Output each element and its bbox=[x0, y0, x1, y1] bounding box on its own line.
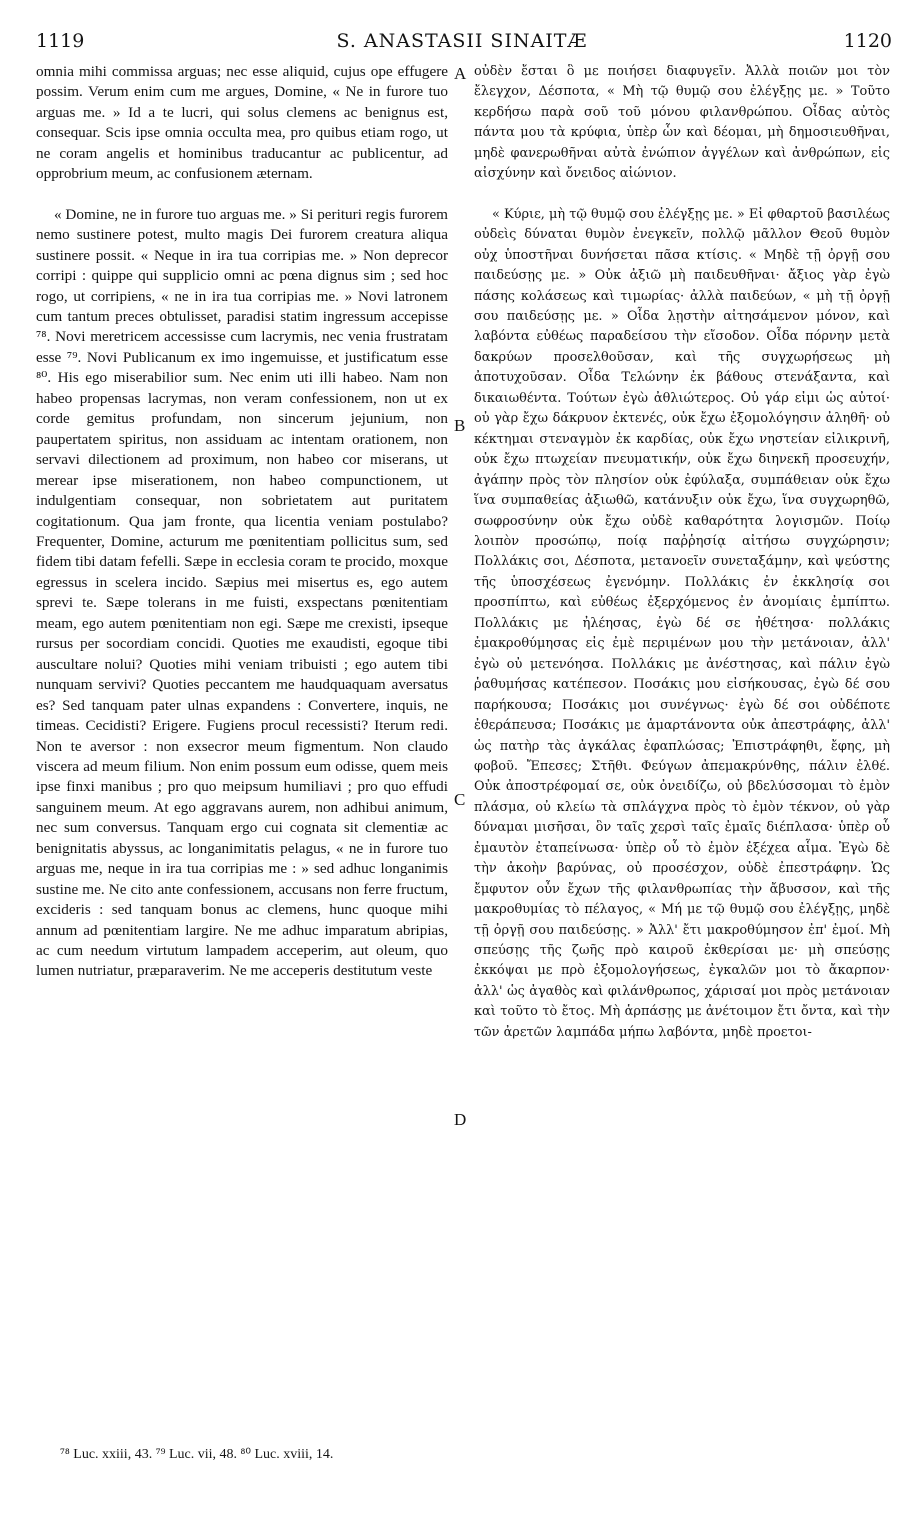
paragraph-gap bbox=[36, 185, 448, 205]
margin-letter-a: A bbox=[454, 64, 467, 83]
greek-paragraph-1: οὐδὲν ἔσται ὃ με ποιήσει διαφυγεῖν. Ἀλλὰ ποιῶν μοι τὸν ἔλεγχον, Δέσποτα, « Μὴ τῷ θυμῷ σου ἐλέγξῃς με. » Τοῦτο κερδήσω παρὰ σοῦ τοῦ μόνου φιλανθρώπου. Οἶδας αὐτὸς πάντα μου τὰ κρύφια, ὑπὲρ ὧν καὶ δέομαι, μὴ δημοσιευθῆναι, μηδὲ φανερωθῆναι αὐτὰ ἐνώπιον ἀγγέλων καὶ ἀνθρώπων, εἰς αἰσχύνην καὶ ὄνειδος αἰώνιον. bbox=[474, 64, 890, 182]
margin-letter-d: D bbox=[454, 1110, 467, 1129]
page-number-right: 1120 bbox=[843, 30, 892, 52]
running-header bbox=[0, 30, 924, 60]
paragraph-gap bbox=[474, 185, 890, 205]
latin-paragraph-2: « Domine, ne in furore tuo arguas me. » Si perituri regis furorem nemo sustinere potest, multo magis Dei furorem creatura aliqua sustinere possit. « Neque in ira tua corripias me. » Non deprecor corripi : quippe qui supplicio omni ac pœna dignus sim ; sed hoc rogo, ut corripiens, « ne in ira tua corripias me. » Novi latronem cum tantum preces obtulisset, paradisi statim ingressum accepisse ⁷⁸. Novi meretricem accessisse cum lacrymis, nec venia frustratam esse ⁷⁹. Novi Publicanum ex imo ingemuisse, et justificatum esse ⁸⁰. His ego miserabilior sum. Nec enim uti illi habeo. Nam non habeo propensas lacrymas, non veram confessionem, non ut ex corde gemitus profundam, non sincerum jejunium, non paupertatem spiritus, non assiduam ac intentam orationem, non servavi dilectionem ad proximum, non habeo cor miserans, ut merear ipse miserationem, non habeo compunctionem, ut indulgentiam consequar, non sobrietatem aut puritatem cogitationum. Qua jam fronte, qua licentia veniam postulabo? Frequenter, Domine, acturum me pœnitentiam pollicitus sum, sed fidem tibi datam fefelli. Sæpe in ecclesia coram te procido, moxque egressus in scelera incido. Sæpius mei misertus es, ego autem sprevi te. Sæpe tolerans in me fuisti, exspectans pœnitentiam meam, ego autem pœnitentiam non egi. Sæpe me crexisti, ipseque rursus per socordiam concidi. Quoties me exaudisti, egoque tibi auscultare nolui? Quoties mihi veniam tribuisti ; ego autem tibi nunquam servivi? Quoties peccantem me haudquaquam aversatus es? Sed tanquam pater ulnas expandens : Convertere, inquis, ne timeas. Cecidisti? Erigere. Fugiens procul recessisti? Iterum redi. Non te aversor : non exsecror meum figmentum. Non claudo viscera ad meum filium. Non enim possum eum odisse, quem meis ipse finxi manibus ; pro quo meipsum humiliavi ; pro quo effudi sanguinem meum. At ego aggravans aurem, non adhibui animum, nec sum conversus. Tanquam ergo cui cognata sit clementiæ ac benignitatis abyssus, ac longanimitatis pelagus, « ne in furore tuo arguas me, neque in ira tua corripias me : » sed adhuc longanimis sustine me. Ne cito ante confessionem, accusans non ferre fructum, excideris : sed tanquam bonus ac clemens, hunc quoque mihi annum ad pœnitentiam largire. Ne me adhuc imparatum abripias, ac cum needum virtutum lampadem acceperim, aut oleum, quo lumen nutriatur, præparaverim. Ne me acceperis destitutum veste bbox=[36, 205, 448, 980]
page-number-left: 1119 bbox=[36, 30, 85, 52]
greek-paragraph-2: « Κύριε, μὴ τῷ θυμῷ σου ἐλέγξῃς με. » Εἰ φθαρτοῦ βασιλέως οὐδεὶς δύναται θυμὸν ἐνεγκεῖν, πολλῷ μᾶλλον Θεοῦ θυμὸν οὐχ ὑποστῆναι δυνήσεται πᾶσα κτίσις. « Μηδὲ τῇ ὀργῇ σου παιδεύσῃς με. » Οὐκ ἀξιῶ μὴ παιδευθῆναι· ἄξιος γὰρ ἐγὼ πάσης κολάσεως καὶ τιμωρίας· ἀλλὰ παιδεύων, « μὴ τῇ ὀργῇ σου παιδεύσῃς με. » Οἶδα λῃστὴν αἰτησάμενον μόνον, καὶ λαβόντα εὐθέως παραδείσου τὴν εἴσοδον. Οἶδα πόρνην μετὰ δακρύων προσελθοῦσαν, καὶ τῆς συγχωρήσεως μὴ ἀποτυχοῦσαν. Οἶδα Τελώνην ἐκ βάθους στενάξαντα, καὶ δικαιωθέντα. Τούτων ἐγὼ ἀθλιώτερος. Οὐ γάρ εἰμι ὡς αὐτοί· οὐ γὰρ ἔχω δάκρυον ἐκτενές, οὐκ ἔχω ἐξομολόγησιν ἀληθῆ· οὐ κέκτημαι στεναγμὸν ἐκ καρδίας, οὐκ ἔχω νηστείαν εἰλικρινῆ, οὐκ ἔχω πτωχείαν πνευματικήν, οὐκ ἔχω διηνεκῆ προσευχήν, ἀγάπην πρὸς τὸν πλησίον οὐκ ἐφύλαξα, συμπάθειαν οὐκ ἔχω ἵνα συμπαθείας ἀξιωθῶ, κατάνυξιν οὐκ ἔχω, ἵνα συγχωρηθῶ, σωφροσύνην οὐκ ἔχω οὐδὲ καθαρότητα λογισμῶν. Ποίῳ λοιπὸν προσώπῳ, ποίᾳ παῤῥησίᾳ αἰτήσω συγχώρησιν; Πολλάκις σοι, Δέσποτα, μετανοεῖν συνεταξάμην, καὶ ψεύστης τῆς ὑποσχέσεως ἐγενόμην. Πολλάκις ἐν ἐκκλησίᾳ σοι προσπίπτω, καὶ εὐθέως ἐξερχόμενος ἐν ἀνομίαις ἐμπίπτω. Πολλάκις με ἠλέησας, ἐγὼ δέ σε ἠθέτησα· πολλάκις ἐμακροθύμησας εἰς ἐμὲ περιμένων μου τὴν μετάνοιαν, ἀλλ' ἐγὼ οὐ μετενόησα. Πολλάκις με ἀνέστησας, καὶ πάλιν ἐγὼ ῥαθυμήσας κατέπεσον. Ποσάκις μου εἰσήκουσας, ἐγὼ δέ σου παρήκουσα; Ποσάκις μοι συνέγνως· ἐγὼ δέ σοι οὐδέποτε ἐθεράπευσα; Ποσάκις με ἁμαρτάνοντα οὐκ ἀπεστράφης, ἀλλ' ὡς πατὴρ τὰς ἀγκάλας ἐφαπλώσας; Ἐπιστράφηθι, ἔφης, μὴ φοβοῦ. Ἔπεσες; Στῆθι. Φεύγων ἀπεμακρύνθης, πάλιν ἐλθέ. Οὐκ ἀποστρέφομαί σε, οὐκ ὀνειδίζω, οὐ βδελύσσομαι τὸ ἐμὸν πλάσμα, οὐ κλείω τὰ σπλάγχνα πρὸς τὸ ἐμὸν τέκνον, οὐ γὰρ δύναμαι μισῆσαι, ὃν ταῖς χερσὶ ταῖς ἐμαῖς διέπλασα· ὑπὲρ οὗ ἐμαυτὸν ἐταπείνωσα· ὑπὲρ οὗ τὸ ἐμὸν ἐξέχεα αἷμα. Ἐγὼ δὲ τὴν ἀκοὴν βαρύνας, οὐ προσέσχον, οὐδὲ ἐπεστράφην. Ὡς ἔμφυτον οὖν ἔχων τῆς φιλανθρωπίας τὴν ἄβυσσον, καὶ τῆς μακροθυμίας τὸ πέλαγος, « Μή με τῷ θυμῷ σου ἐλέγξῃς, μηδὲ τῇ ὀργῇ σου παιδεύσῃς. » Ἀλλ' ἔτι μακροθύμησον ἐπ' ἐμοί. Μὴ σπεύσῃς τῆς ζωῆς πρὸ καιροῦ ἐκθερίσαι με· μὴ σπεύσῃς ἐκκόψαι με πρὸ ἐξομολογήσεως, ἐγκαλῶν μοι τὸ ἄκαρπον· ἀλλ' ὡς ἀγαθὸς καὶ φιλάνθρωπος, χάρισαί μοι πρὸς μετάνοιαν καὶ τοῦτο τὸ ἔτος. Μὴ ἁρπάσῃς με ἀνέτοιμον ἔτι ὄντα, καὶ τὴν τῶν ἀρετῶν λαμπάδα μήπω λαβόντα, μηδὲ προετοι- bbox=[474, 206, 890, 1040]
margin-letter-b: B bbox=[454, 416, 466, 435]
latin-column bbox=[36, 62, 448, 982]
margin-letter-c: C bbox=[454, 790, 466, 809]
greek-column bbox=[474, 62, 890, 1043]
footnotes: ⁷⁸ Luc. xxiii, 43. ⁷⁹ Luc. vii, 48. ⁸⁰ Luc. xviii, 14. bbox=[60, 1447, 334, 1462]
running-title: S. ANASTASII SINAITÆ bbox=[336, 30, 588, 52]
latin-paragraph-1: omnia mihi commissa arguas; nec esse aliquid, cujus ope effugere possim. Verum enim cum me argues, Domine, « Ne in furore tuo arguas me. » Id a te lucri, qui solus clemens ac benignus est, consequar. Scis ipse omnia occulta mea, pro quibus etiam rogo, ut ne coram angelis et hominibus traducantur ac publicentur, ad opprobrium meum, ac confusionem æternam. bbox=[36, 63, 448, 183]
